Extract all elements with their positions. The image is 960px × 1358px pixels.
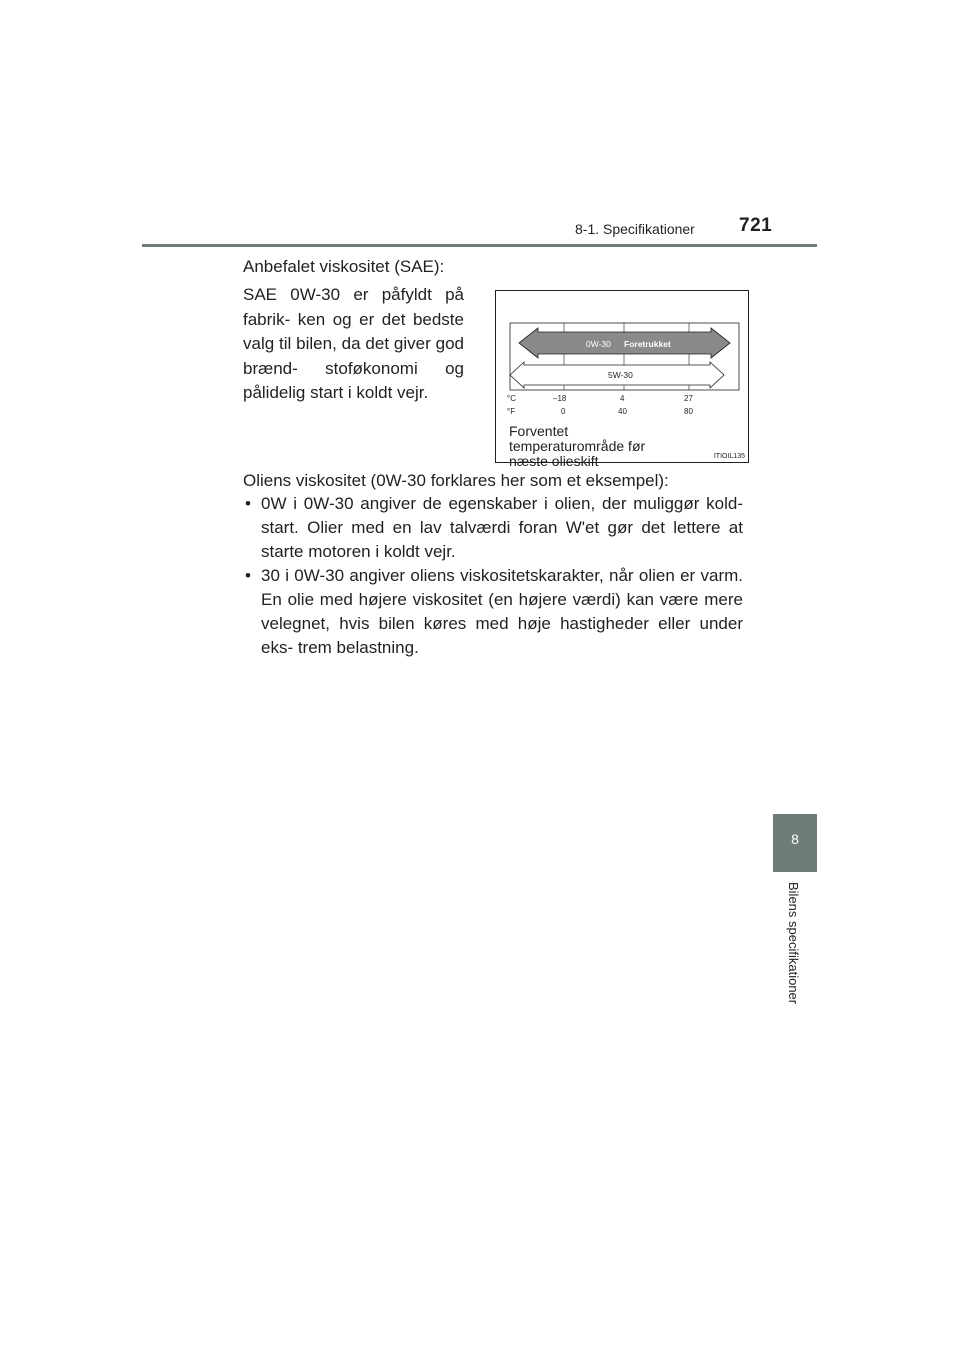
grade-tag-0w30: Foretrukket	[624, 339, 671, 349]
figure-code: ITIOIL135	[713, 453, 745, 460]
page-number: 721	[739, 215, 773, 236]
chapter-tab[interactable]	[773, 814, 817, 872]
figure-caption: Forventet temperaturområde før næste olieskift	[509, 423, 646, 469]
chapter-number: 8	[791, 831, 799, 847]
section-title: 8-1. Specifikationer	[575, 221, 695, 237]
grade-label-0w30: 0W-30	[586, 339, 611, 349]
viscosity-figure	[495, 290, 749, 469]
chapter-label: Bilens specifikationer	[786, 882, 801, 1005]
tick-c: 4	[620, 394, 625, 403]
explanation-intro: Oliens viskositet (0W-30 forklares her som et eksempel):	[243, 471, 669, 490]
tick-c: 27	[684, 394, 693, 403]
header-rule	[142, 244, 817, 247]
scale-unit-c: °C	[507, 394, 516, 403]
intro-text: Anbefalet viskositet (SAE):	[243, 257, 445, 276]
tick-f: 40	[618, 407, 627, 416]
scale-unit-f: °F	[507, 407, 516, 416]
bullet-item: 0W i 0W-30 angiver de egenskaber i olien, der muliggør kold- start. Olier med en lav talværdi foran W'et gør det lettere at starte motoren i koldt vejr.	[261, 494, 743, 561]
bullet-symbol: •	[245, 566, 251, 585]
grade-label-5w30: 5W-30	[608, 370, 633, 380]
tick-c: –18	[553, 394, 567, 403]
bullet-item: 30 i 0W-30 angiver oliens viskositetskarakter, når olien er varm. En olie med højere viskositet (en højere værdi) kan være mere velegnet, hvis bilen køres med høje hastigheder eller under eks- trem belastning.	[261, 566, 743, 657]
bullet-symbol: •	[245, 494, 251, 513]
tick-f: 0	[561, 407, 566, 416]
factory-fill-text: SAE 0W-30 er påfyldt på fabrik- ken og er det bedste valg til bilen, da det giver god brænd- stoføkonomi og pålidelig start i koldt vejr.	[243, 285, 464, 402]
tick-f: 80	[684, 407, 693, 416]
